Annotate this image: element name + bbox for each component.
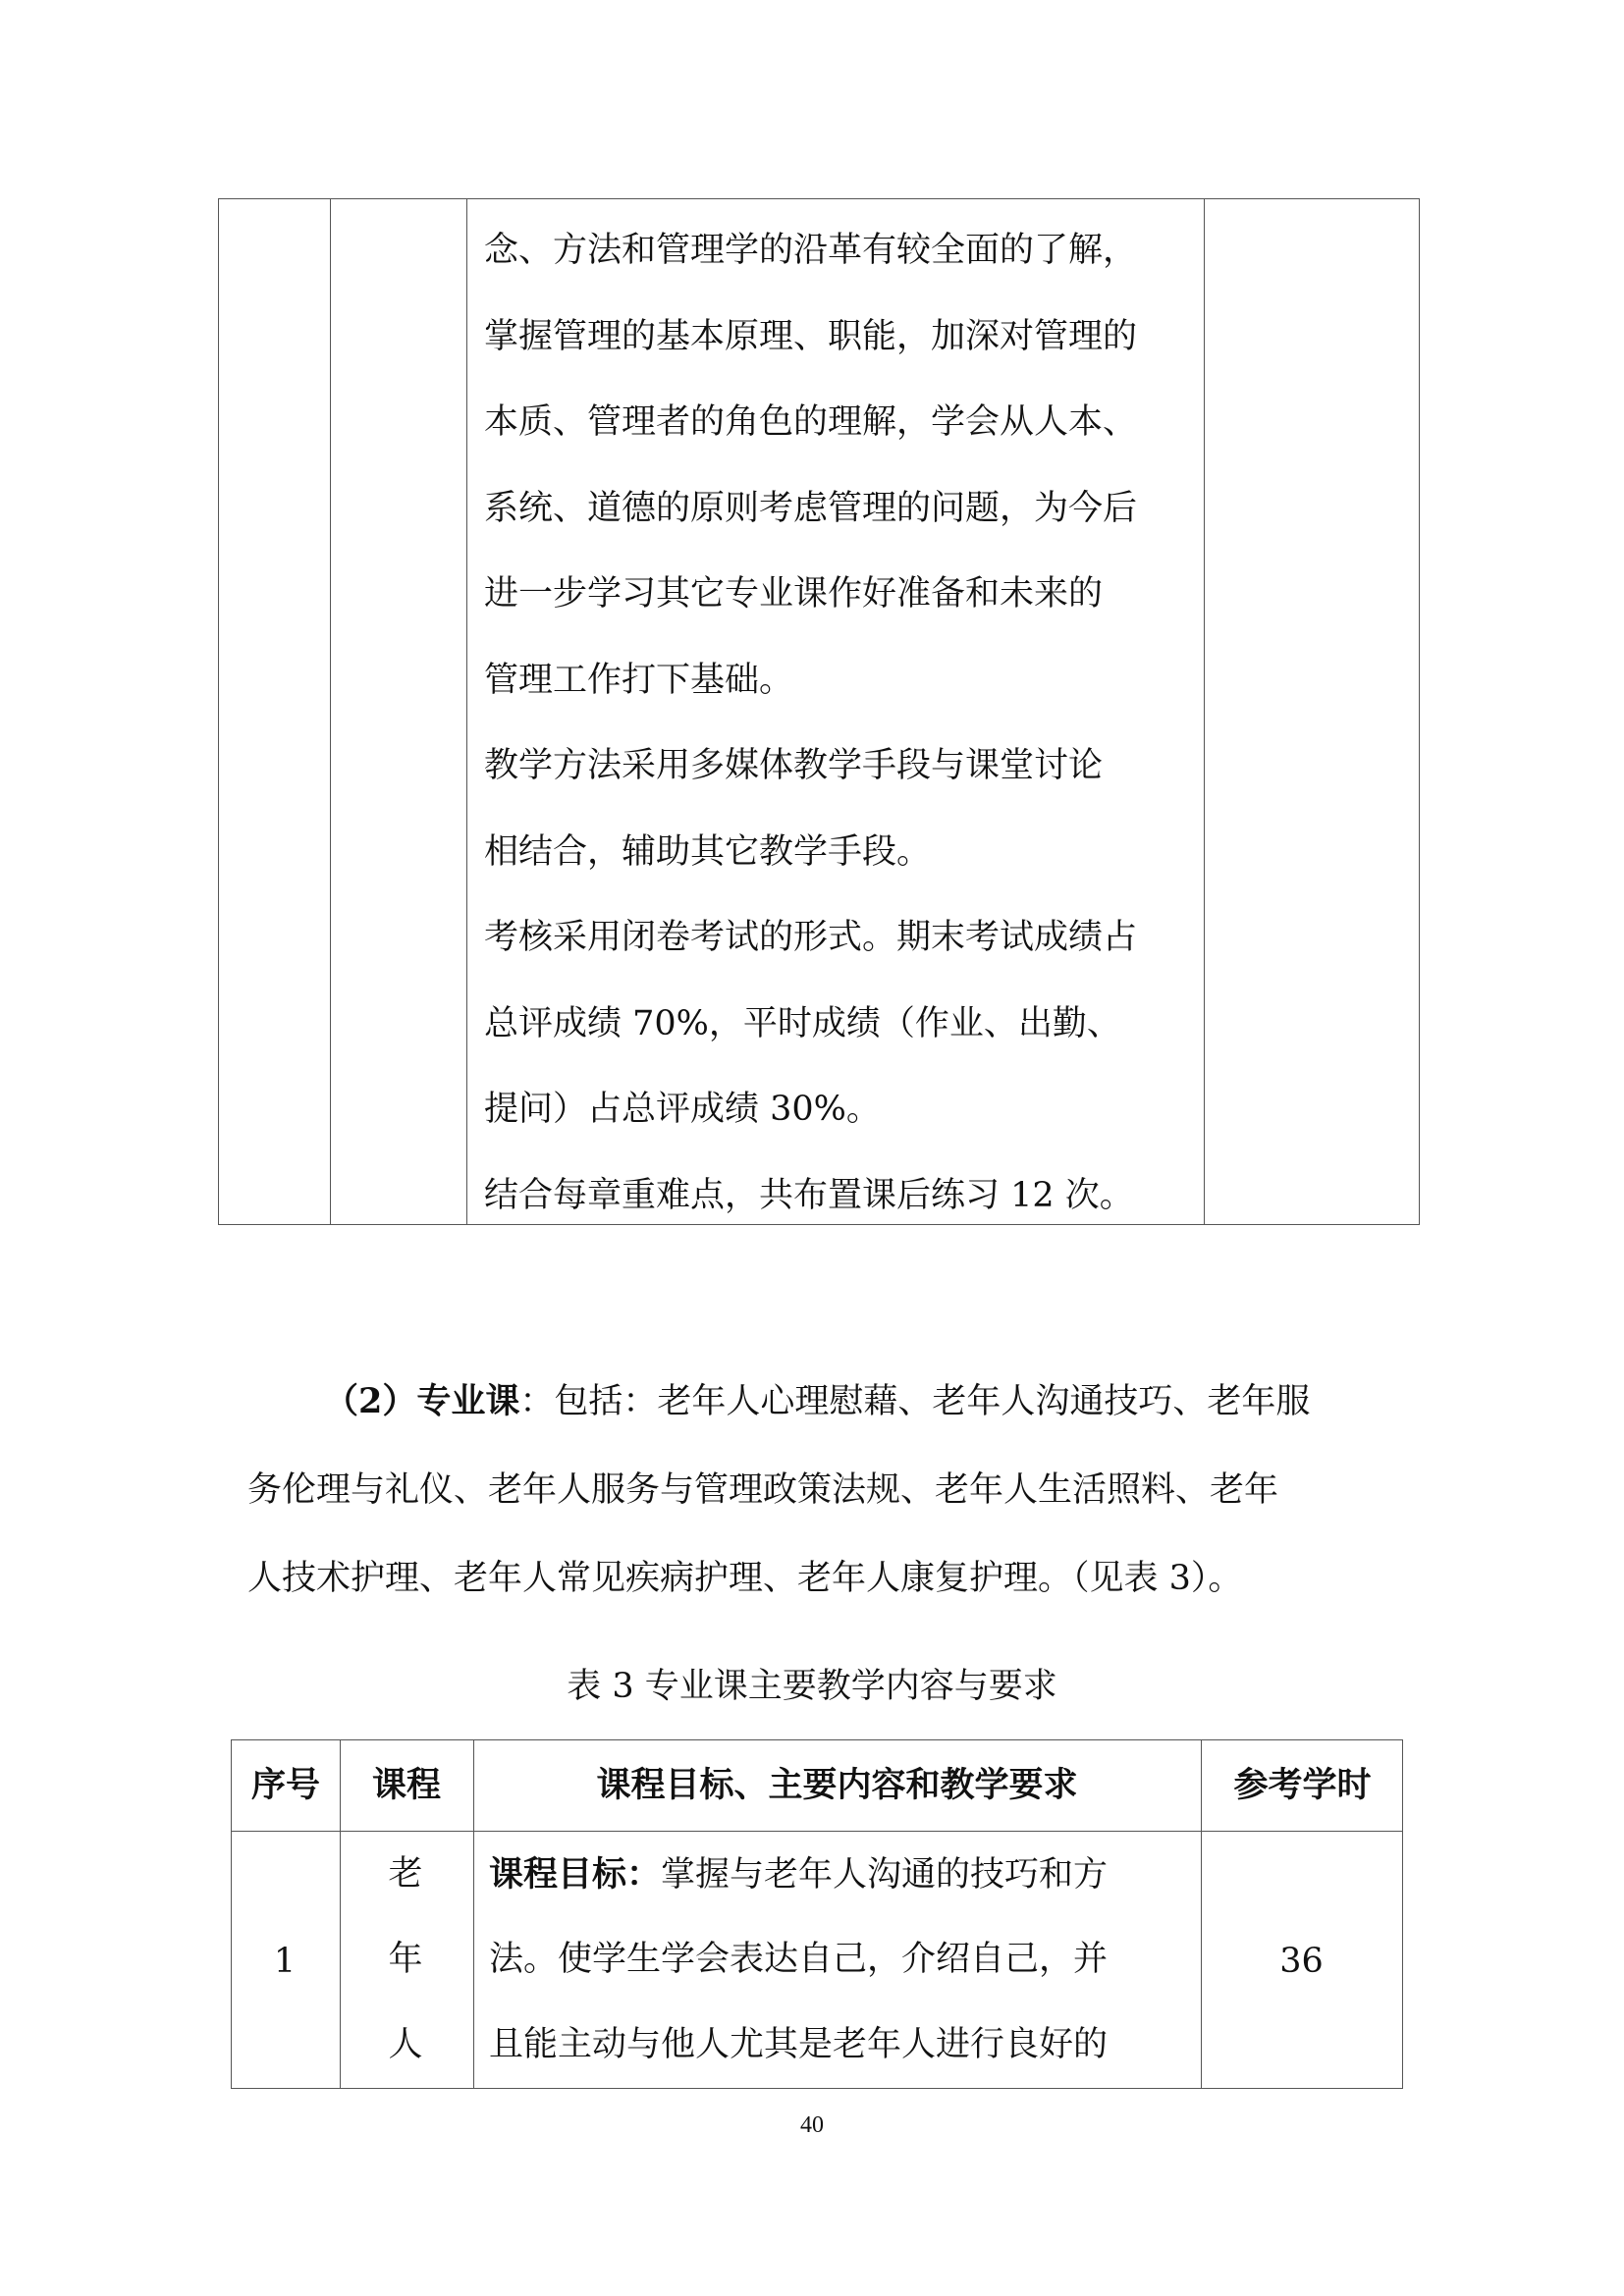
text-line: 教学方法采用多媒体教学手段与课堂讨论: [484, 746, 1104, 785]
text-line: [489, 1832, 1196, 1917]
paragraph-text: ：包括：老年人心理慰藉、老年人沟通技巧、老年服: [519, 1382, 1311, 1421]
course-name-char: 年: [388, 1940, 423, 1979]
table-divider: [1204, 199, 1205, 1224]
text-line: 系统、道德的原则考虑管理的问题，为今后: [484, 488, 1138, 528]
text-line: 念、方法和管理学的沿革有较全面的了解，: [484, 231, 1138, 270]
paragraph-line: 人技术护理、老年人常见疾病护理、老年人康复护理。（见表 3）。: [247, 1559, 1243, 1598]
header-course: 课程: [371, 1765, 441, 1805]
row-index: 1: [273, 1942, 297, 1981]
continuation-cell-text: [484, 208, 1201, 1239]
paragraph-line: 务伦理与礼仪、老年人服务与管理政策法规、老年人生活照料、老年: [247, 1470, 1279, 1510]
table-caption: 表 3 专业课主要教学内容与要求: [567, 1667, 1057, 1706]
page-number: 40: [800, 2112, 824, 2138]
goal-label: 课程目标：: [489, 1854, 662, 1895]
header-hours: 参考学时: [1233, 1765, 1372, 1805]
course-name-char: 人: [388, 2025, 423, 2064]
row-hours: 36: [1279, 1942, 1324, 1981]
paragraph-line: [324, 1374, 1483, 1423]
text-line: 进一步学习其它专业课作好准备和未来的: [484, 574, 1104, 614]
text-line: 本质、管理者的角色的理解，学会从人本、: [484, 402, 1138, 442]
text-line: 且能主动与他人尤其是老年人进行良好的: [489, 2025, 1109, 2064]
text-line: 法。使学生学会表达自己，介绍自己，并: [489, 1940, 1109, 1979]
text-line: 结合每章重难点，共布置课后练习 12 次。: [484, 1175, 1134, 1215]
text-line: 管理工作打下基础。: [484, 660, 794, 700]
table-divider: [466, 199, 467, 1224]
section-heading: （2）专业课: [324, 1381, 520, 1421]
text-line: 总评成绩 70%，平时成绩（作业、出勤、: [484, 1003, 1121, 1043]
course-goal-text: [489, 1832, 1196, 2088]
text-line: 相结合，辅助其它教学手段。: [484, 831, 932, 872]
header-index: 序号: [250, 1765, 320, 1805]
goal-text: 掌握与老年人沟通的技巧和方: [661, 1855, 1109, 1895]
course-name-char: 老: [388, 1854, 423, 1894]
text-line: 提问）占总评成绩 30%。: [484, 1090, 881, 1129]
text-line: 考核采用闭卷考试的形式。期末考试成绩占: [484, 918, 1138, 957]
table-divider: [330, 199, 331, 1224]
text-line: 掌握管理的基本原理、职能，加深对管理的: [484, 316, 1138, 356]
header-content: 课程目标、主要内容和教学要求: [596, 1765, 1078, 1805]
